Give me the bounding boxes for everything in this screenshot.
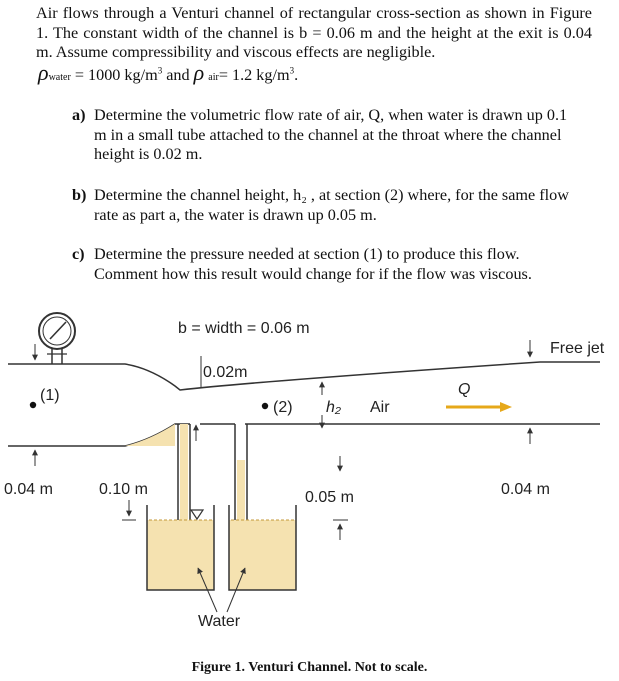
tube2-height-label: 0.05 m xyxy=(305,489,354,506)
part-c-label: c) xyxy=(72,245,85,263)
section1-label: (1) xyxy=(40,387,60,404)
throat-shading xyxy=(125,424,175,446)
problem-statement xyxy=(36,4,592,87)
part-a xyxy=(72,106,572,165)
throat-height-label: 0.02m xyxy=(203,364,248,381)
pressure-gauge-icon xyxy=(39,313,75,364)
problem-intro: Air flows through a Venturi channel of rectangular cross-section as shown in Figure 1. The constant width of the channel is b = 0.06 m and the height at the exit is 0.04 m. Assume compressibility and viscous effects are negligible. xyxy=(36,4,592,62)
part-c-text: Determine the pressure needed at section (1) to produce this flow. Comment how this result would change for if the flow was viscous. xyxy=(94,245,532,283)
rho-air-cube: 3 xyxy=(289,65,295,76)
density-line xyxy=(38,59,592,88)
exit-height-label: 0.04 m xyxy=(501,481,550,498)
water-label: Water xyxy=(198,613,241,630)
part-a-text: Determine the volumetric flow rate of air, Q, when water is drawn up 0.1 m in a small tube attached to the channel at the throat where the channel height is 0.02 m. xyxy=(94,106,568,164)
rho-air-subscript: air xyxy=(208,71,219,83)
free-surface-icon xyxy=(191,510,203,519)
and-word: and xyxy=(166,65,190,84)
section2-dot xyxy=(262,403,268,409)
rho-water-cube: 3 xyxy=(157,65,163,76)
tube1-height-label: 0.10 m xyxy=(99,481,148,498)
flow-q-label: Q xyxy=(458,381,471,398)
figure-caption: Figure 1. Venturi Channel. Not to scale. xyxy=(191,660,428,675)
width-label: b = width = 0.06 m xyxy=(178,320,310,337)
channel-bottom-wall xyxy=(8,424,600,446)
rho-symbol-water: ρ xyxy=(38,59,49,85)
part-b xyxy=(72,186,572,225)
part-b-label: b) xyxy=(72,186,87,204)
part-b-text: Determine the channel height, h₂ , at section (2) where, for the same flow rate as part a, the water is drawn up 0.05 m. xyxy=(94,186,569,224)
section2-label: (2) xyxy=(273,399,293,416)
part-a-label: a) xyxy=(72,106,86,124)
rho-water-value: = 1000 kg/m xyxy=(74,65,158,84)
rho-water-subscript: water xyxy=(48,71,71,83)
period: . xyxy=(294,65,299,84)
air-label: Air xyxy=(370,399,390,416)
rho-air-value: = 1.2 kg/m xyxy=(218,65,290,84)
inlet-height-label: 0.04 m xyxy=(4,481,53,498)
free-jet-label: Free jet xyxy=(550,340,605,357)
h2-label: h₂ xyxy=(326,399,341,416)
part-c xyxy=(72,245,572,284)
rho-symbol-air: ρ xyxy=(193,59,205,85)
channel-top-wall xyxy=(8,362,600,390)
venturi-figure xyxy=(0,305,619,655)
section1-dot xyxy=(30,402,36,408)
